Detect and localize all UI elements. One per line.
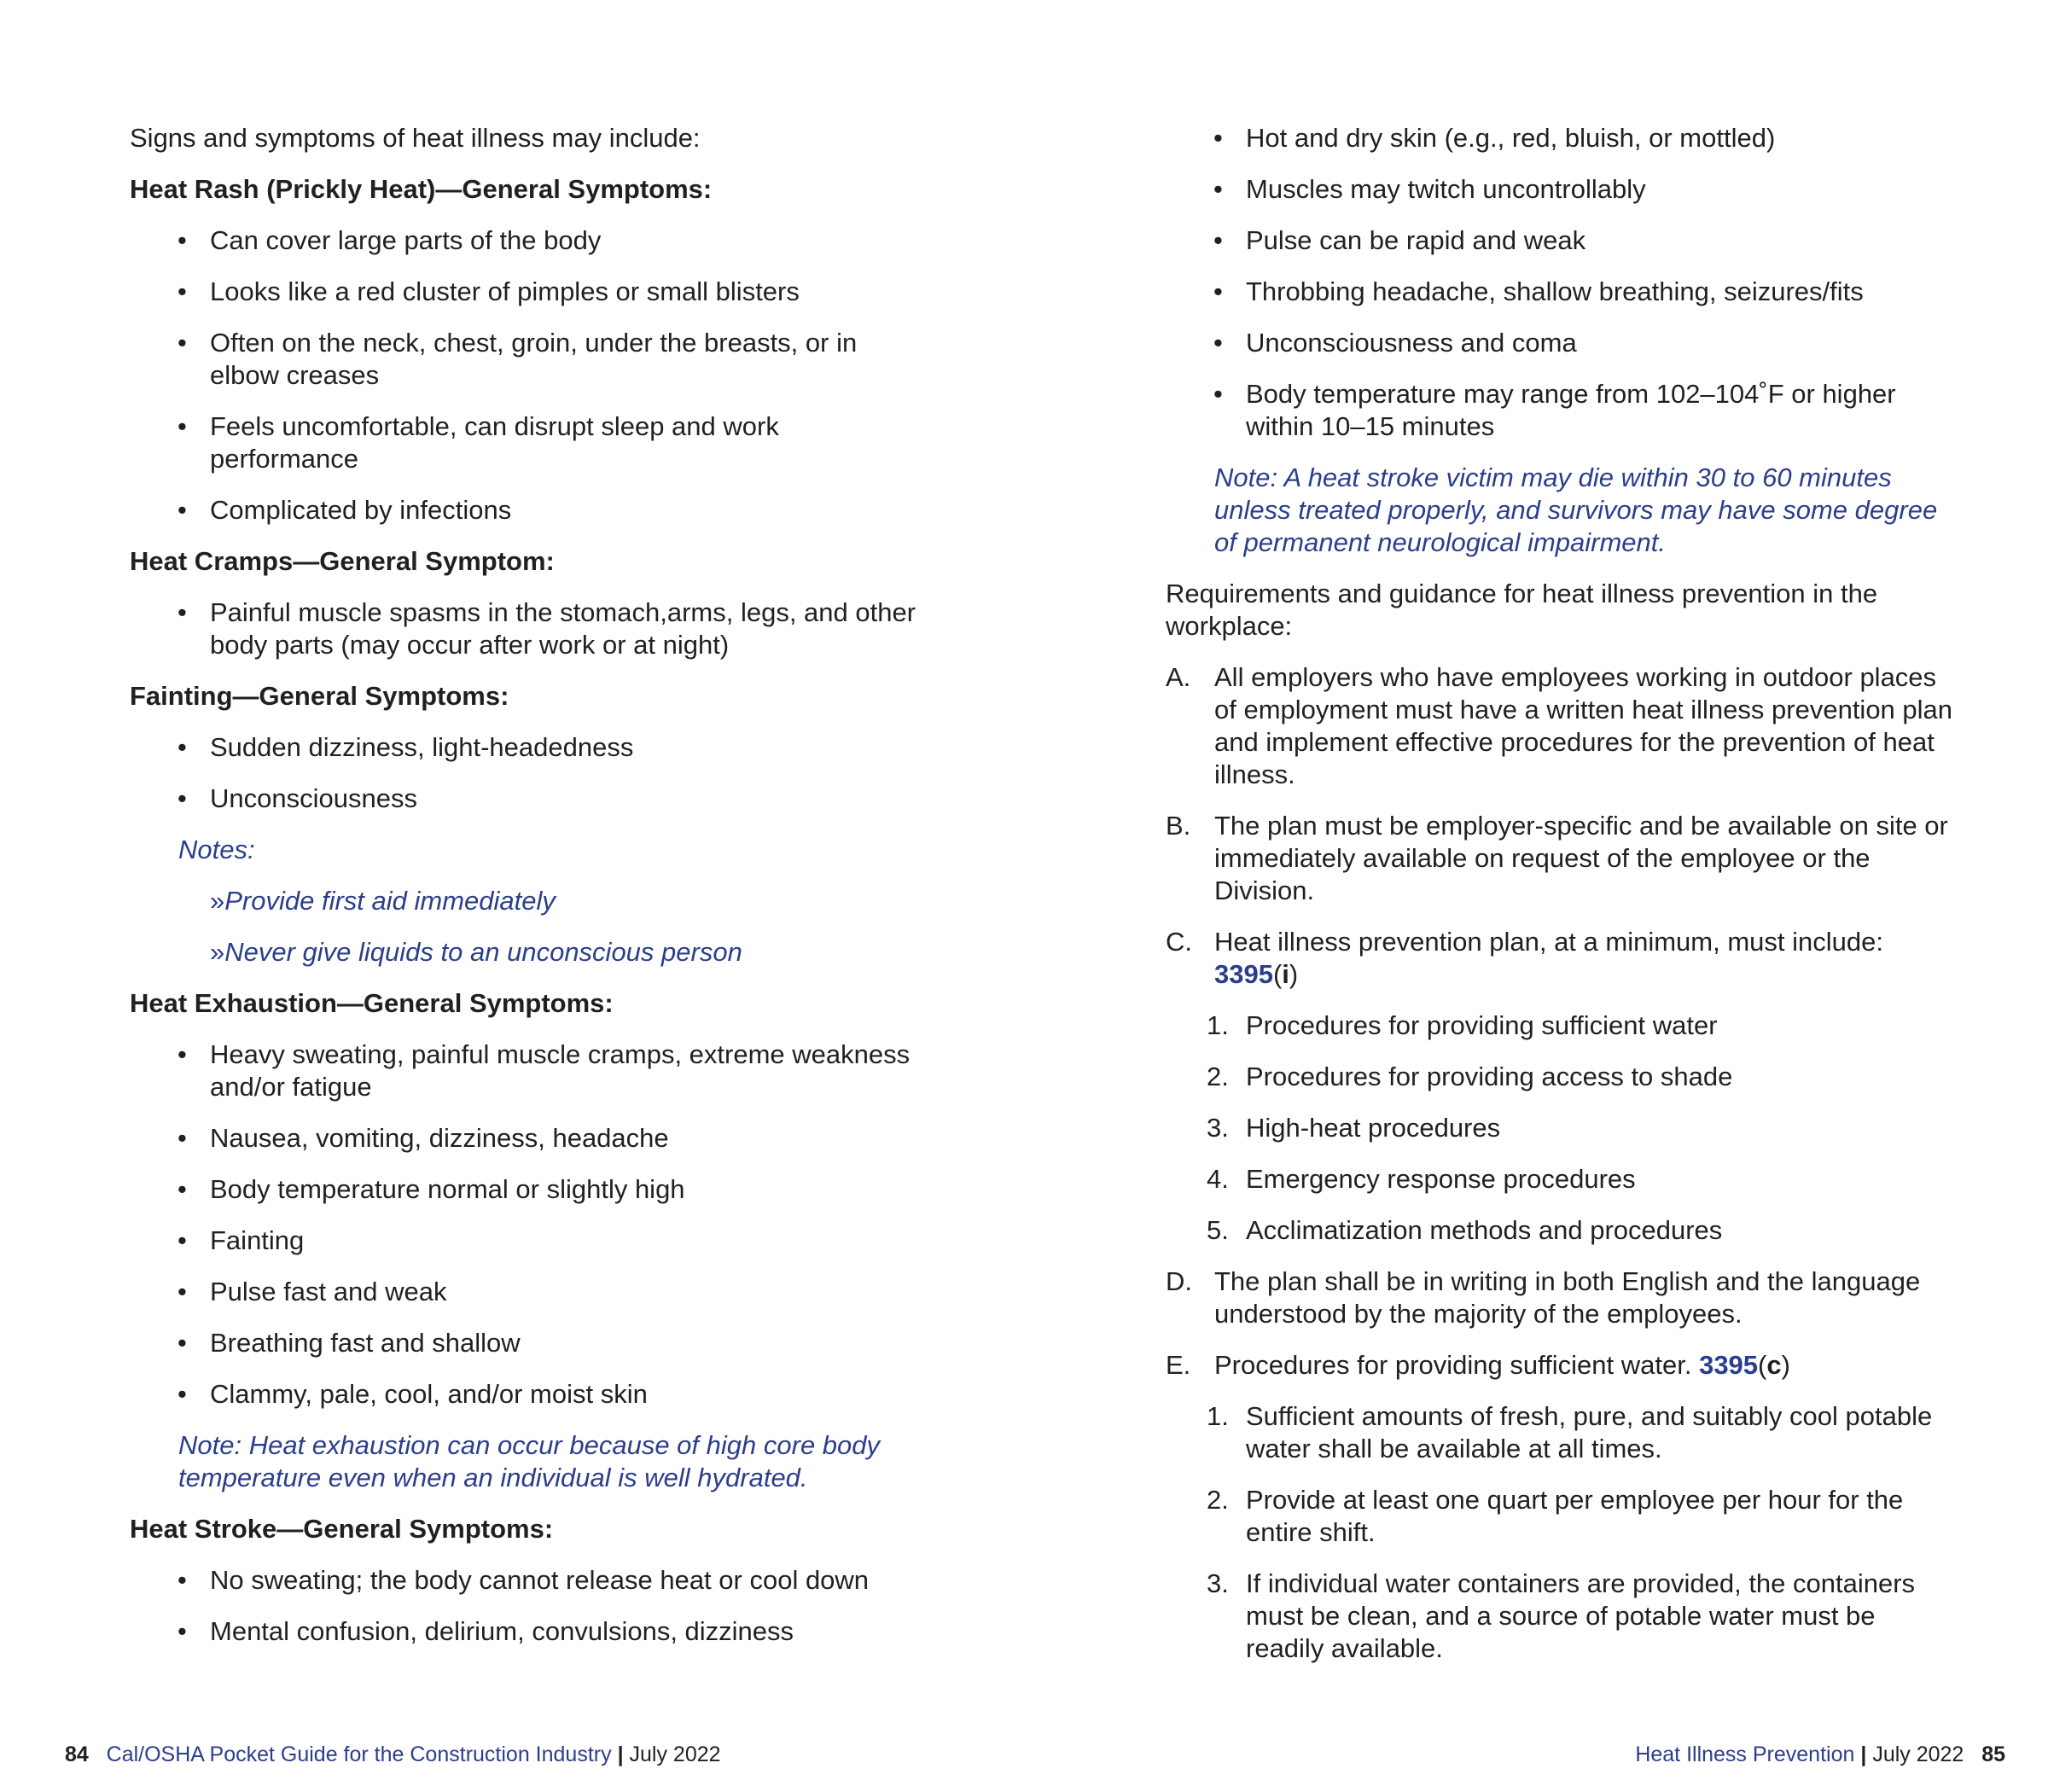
heat-exhaustion-note: Note: Heat exhaustion can occur because of high core body temperature even when an individual is well hydrated. xyxy=(178,1430,881,1492)
footer-separator: | xyxy=(1860,1743,1867,1766)
section-title: Heat Illness Prevention xyxy=(1635,1743,1855,1766)
list-item xyxy=(1166,1061,1959,1093)
list-item: • Body temperature normal or slightly high xyxy=(130,1173,923,1206)
list-item: • Feels uncomfortable, can disrupt sleep and work performance xyxy=(130,410,923,475)
paren: ( xyxy=(1758,1350,1767,1380)
list-item: • Hot and dry skin (e.g., red, bluish, or mottled) xyxy=(1166,122,1959,154)
heat-rash-list xyxy=(130,224,923,527)
page-number: 85 xyxy=(1981,1743,2005,1766)
page-number: 84 xyxy=(65,1743,89,1766)
regulation-subsection: c xyxy=(1766,1350,1782,1380)
requirements-intro: Requirements and guidance for heat illness prevention in the workplace: xyxy=(1166,579,1878,641)
list-item xyxy=(1166,1484,1959,1549)
list-marker: E. xyxy=(1166,1350,1191,1380)
list-item: • Mental confusion, delirium, convulsions, dizziness xyxy=(130,1615,923,1648)
footer-date: July 2022 xyxy=(1872,1743,1964,1766)
publication-title: Cal/OSHA Pocket Guide for the Construction Industry xyxy=(106,1743,612,1766)
note-text: Provide first aid immediately xyxy=(224,886,556,916)
list-marker: 2. xyxy=(1207,1485,1229,1515)
heat-stroke-list xyxy=(130,1564,923,1648)
list-item: • Heavy sweating, painful muscle cramps, extreme weakness and/or fatigue xyxy=(130,1039,923,1103)
paren: ) xyxy=(1781,1350,1790,1380)
fainting-note-1 xyxy=(130,885,923,917)
list-marker: C. xyxy=(1166,927,1192,957)
requirements-list xyxy=(1166,661,1959,991)
item-text: Provide at least one quart per employee per hour for the entire shift. xyxy=(1246,1485,1904,1547)
note-text: Never give liquids to an unconscious person xyxy=(224,937,742,967)
fainting-list xyxy=(130,731,923,815)
heat-cramps-list xyxy=(130,596,923,661)
list-marker: B. xyxy=(1166,811,1191,841)
list-marker: 1. xyxy=(1207,1401,1229,1431)
list-item xyxy=(1166,1163,1959,1196)
list-marker: D. xyxy=(1166,1266,1192,1296)
fainting-notes-label: Notes: xyxy=(178,835,255,864)
list-item: • Complicated by infections xyxy=(130,494,923,527)
list-item: • Sudden dizziness, light-headedness xyxy=(130,731,923,764)
list-item: • Pulse fast and weak xyxy=(130,1276,923,1308)
list-item xyxy=(1166,1400,1959,1465)
list-item: • Muscles may twitch uncontrollably xyxy=(1166,173,1959,206)
list-item: • Throbbing headache, shallow breathing, seizures/fits xyxy=(1166,276,1959,308)
note-marker: » xyxy=(210,937,225,967)
list-item: • Can cover large parts of the body xyxy=(130,224,923,257)
list-item xyxy=(1166,1214,1959,1247)
list-item xyxy=(1166,1009,1959,1042)
item-text: Sufficient amounts of fresh, pure, and suitably cool potable water shall be available at all times. xyxy=(1246,1401,1933,1463)
requirement-e xyxy=(1166,1349,1959,1382)
list-item xyxy=(1166,1112,1959,1144)
list-item: • Unconsciousness xyxy=(130,783,923,815)
item-text: If individual water containers are provided, the containers must be clean, and a source of potable water must be readily available. xyxy=(1246,1568,1916,1663)
list-marker: 5. xyxy=(1207,1215,1229,1245)
right-page-footer xyxy=(1635,1742,2005,1767)
list-item: • Breathing fast and shallow xyxy=(130,1327,923,1359)
fainting-note-2 xyxy=(130,936,923,969)
item-text: High-heat procedures xyxy=(1246,1113,1501,1143)
regulation-code-link[interactable]: 3395 xyxy=(1214,959,1273,989)
requirement-c-sublist xyxy=(1166,1009,1959,1247)
item-text: Procedures for providing sufficient water xyxy=(1246,1010,1718,1040)
requirement-b xyxy=(1166,810,1959,907)
fainting-heading: Fainting—General Symptoms: xyxy=(130,681,509,711)
list-item: • Often on the neck, chest, groin, under the breasts, or in elbow creases xyxy=(130,327,923,392)
heat-cramps-heading: Heat Cramps—General Symptom: xyxy=(130,546,555,576)
left-page-column xyxy=(130,122,923,1667)
list-item: • Painful muscle spasms in the stomach,arms, legs, and other body parts (may occur after work or at night) xyxy=(130,596,923,661)
list-item: • Clammy, pale, cool, and/or moist skin xyxy=(130,1378,923,1411)
list-item: • Unconsciousness and coma xyxy=(1166,327,1959,359)
requirements-list-continued xyxy=(1166,1265,1959,1382)
requirement-d xyxy=(1166,1265,1959,1330)
left-page-footer xyxy=(65,1742,721,1767)
heat-exhaustion-heading: Heat Exhaustion—General Symptoms: xyxy=(130,988,614,1018)
item-text: Emergency response procedures xyxy=(1246,1164,1636,1194)
item-text: Acclimatization methods and procedures xyxy=(1246,1215,1723,1245)
requirement-text: All employers who have employees working in outdoor places of employment must have a written heat illness prevention plan and implement effective procedures for the prevention of heat illness. xyxy=(1214,662,1953,789)
list-item: • Looks like a red cluster of pimples or small blisters xyxy=(130,276,923,308)
requirement-c xyxy=(1166,926,1959,991)
list-item: • Fainting xyxy=(130,1225,923,1257)
heat-stroke-note: Note: A heat stroke victim may die within 30 to 60 minutes unless treated properly, and survivors may have some degree of permanent neurological impairment. xyxy=(1214,463,1938,557)
list-marker: 3. xyxy=(1207,1568,1229,1598)
requirement-text: The plan must be employer-specific and be available on site or immediately available on request of the employee or the Division. xyxy=(1214,811,1948,905)
requirement-e-sublist xyxy=(1166,1400,1959,1665)
list-item: • No sweating; the body cannot release heat or cool down xyxy=(130,1564,923,1597)
requirement-text: Heat illness prevention plan, at a minimum, must include: xyxy=(1214,927,1883,957)
list-item: • Body temperature may range from 102–104˚F or higher within 10–15 minutes xyxy=(1166,378,1959,443)
list-marker: A. xyxy=(1166,662,1191,692)
requirement-a xyxy=(1166,661,1959,791)
heat-stroke-list-continued xyxy=(1166,122,1959,443)
paren: ( xyxy=(1272,959,1283,989)
requirement-text: The plan shall be in writing in both English and the language understood by the majority of the employees. xyxy=(1214,1266,1921,1329)
list-item: • Nausea, vomiting, dizziness, headache xyxy=(130,1122,923,1155)
intro-text: Signs and symptoms of heat illness may include: xyxy=(130,123,701,153)
list-marker: 2. xyxy=(1207,1062,1229,1091)
right-page-column xyxy=(1166,122,1959,1684)
regulation-code-link[interactable]: 3395 xyxy=(1699,1350,1759,1380)
regulation-subsection: i xyxy=(1282,959,1289,989)
heat-rash-heading: Heat Rash (Prickly Heat)—General Symptoms: xyxy=(130,174,713,204)
heat-stroke-heading: Heat Stroke—General Symptoms: xyxy=(130,1514,554,1544)
list-item: • Pulse can be rapid and weak xyxy=(1166,224,1959,257)
list-item xyxy=(1166,1568,1959,1665)
footer-date: July 2022 xyxy=(629,1743,721,1766)
list-marker: 4. xyxy=(1207,1164,1229,1194)
requirement-text: Procedures for providing sufficient water. xyxy=(1214,1350,1692,1380)
footer-separator: | xyxy=(617,1743,624,1766)
list-marker: 3. xyxy=(1207,1113,1229,1143)
paren: ) xyxy=(1289,959,1299,989)
item-text: Procedures for providing access to shade xyxy=(1246,1062,1733,1091)
list-marker: 1. xyxy=(1207,1010,1229,1040)
note-marker: » xyxy=(210,886,225,916)
heat-exhaustion-list xyxy=(130,1039,923,1411)
